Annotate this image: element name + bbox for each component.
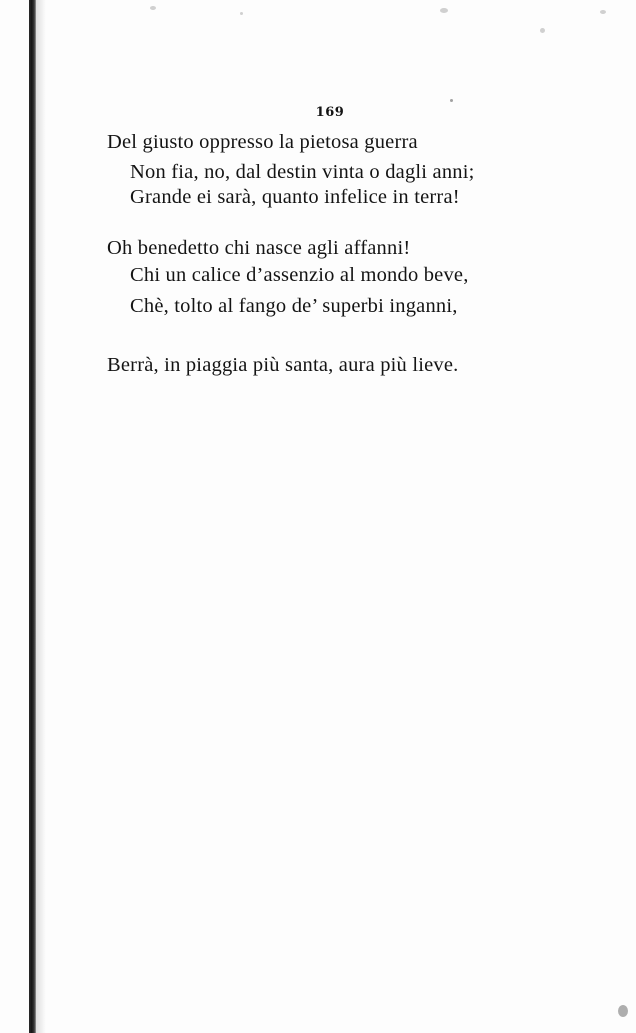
verse-line: Oh benedetto chi nasce agli affanni!	[107, 237, 411, 259]
verse-line: Del giusto oppresso la pietosa guerra	[107, 131, 418, 153]
scan-speck	[240, 12, 243, 15]
scan-speck	[440, 8, 448, 13]
scan-speck	[540, 28, 545, 33]
binding-edge	[29, 0, 36, 1033]
scan-speck	[618, 1005, 628, 1017]
verse-line: Grande ei sarà, quanto infelice in terra!	[130, 186, 460, 208]
verse-line: Chi un calice d’assenzio al mondo beve,	[130, 264, 469, 286]
scan-speck	[450, 99, 453, 102]
verse-line: Non fia, no, dal destin vinta o dagli anni;	[130, 161, 475, 183]
binding-shadow	[36, 0, 46, 1033]
scan-speck	[600, 10, 606, 14]
page-number: 169	[315, 105, 345, 120]
scan-speck	[150, 6, 156, 10]
verse-line: Berrà, in piaggia più santa, aura più lieve.	[107, 354, 459, 376]
verse-line: Chè, tolto al fango de’ superbi inganni,	[130, 295, 458, 317]
